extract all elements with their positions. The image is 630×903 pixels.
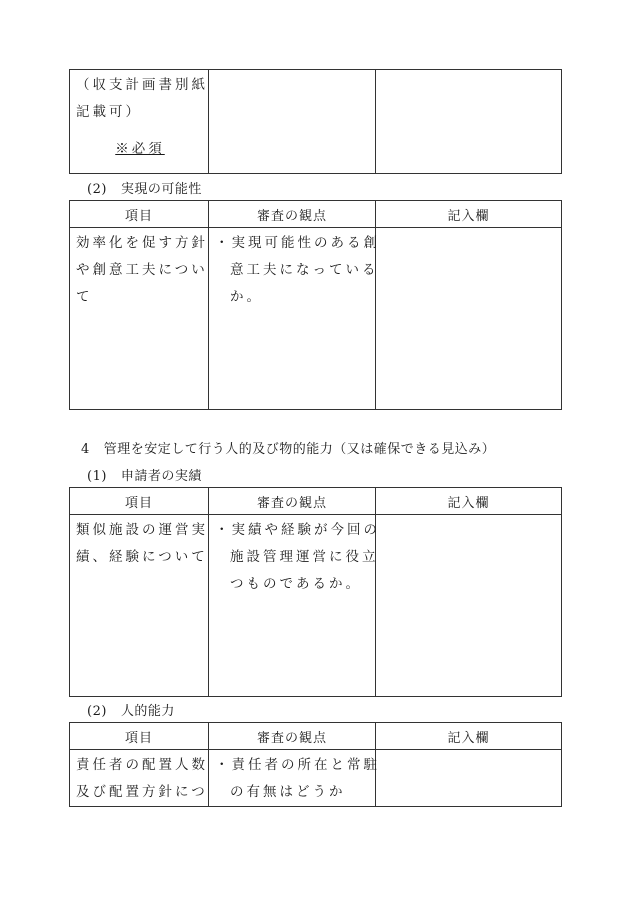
section-heading — [87, 700, 175, 719]
section-number: (1) — [87, 469, 107, 484]
item-line: 効率化を促す方針 — [76, 235, 208, 251]
table-track-record — [69, 487, 562, 697]
item-cell — [70, 515, 209, 697]
section-heading — [87, 465, 202, 484]
item-line: 績、経験について — [76, 549, 208, 565]
section-heading — [81, 438, 495, 457]
entry-cell[interactable] — [376, 515, 562, 697]
viewpoint-cell — [209, 70, 376, 174]
viewpoint-cell — [209, 750, 380, 807]
item-line: （収支計画書別紙 — [76, 77, 208, 93]
column-header-viewpoint: 審査の観点 — [209, 723, 376, 750]
required-note: ※必須 — [115, 141, 165, 157]
section-title: 管理を安定して行う人的及び物的能力（又は確保できる見込み） — [103, 442, 496, 457]
entry-cell[interactable] — [376, 228, 562, 410]
item-line: 記載可） — [76, 104, 142, 120]
column-header-item: 項目 — [70, 723, 209, 750]
viewpoint-line: 意工夫になっている — [230, 262, 379, 278]
item-line: 及び配置方針につ — [76, 784, 208, 800]
column-header-entry: 記入欄 — [376, 201, 562, 228]
item-line: て — [76, 289, 93, 305]
viewpoint-line: の有無はどうか — [230, 784, 346, 800]
entry-cell[interactable] — [376, 750, 562, 807]
column-header-entry: 記入欄 — [376, 488, 562, 515]
column-header-viewpoint: 審査の観点 — [209, 488, 376, 515]
entry-cell[interactable] — [376, 70, 562, 174]
section-title: 申請者の実績 — [120, 469, 202, 484]
section-number: 4 — [81, 442, 90, 457]
table-human-capacity — [69, 722, 562, 807]
section-heading — [87, 178, 202, 197]
column-header-item: 項目 — [70, 201, 209, 228]
viewpoint-cell — [209, 515, 380, 697]
viewpoint-line: つものであるか。 — [230, 576, 362, 592]
viewpoint-line: 施設管理運営に役立 — [230, 549, 379, 565]
viewpoint-line: か。 — [230, 289, 263, 305]
item-line: 責任者の配置人数 — [76, 757, 208, 773]
viewpoint-cell — [209, 228, 380, 410]
item-cell — [70, 228, 209, 410]
section-title: 実現の可能性 — [120, 182, 202, 197]
viewpoint-line: ・実現可能性のある創 — [215, 235, 380, 251]
viewpoint-line: ・実績や経験が今回の — [215, 522, 380, 538]
item-cell — [70, 750, 209, 807]
column-header-entry: 記入欄 — [376, 723, 562, 750]
section-number: (2) — [87, 704, 107, 719]
item-line: 類似施設の運営実 — [76, 522, 208, 538]
section-number: (2) — [87, 182, 107, 197]
item-line: や創意工夫につい — [76, 262, 208, 278]
item-cell — [70, 70, 209, 174]
table-feasibility — [69, 200, 562, 410]
viewpoint-line: ・責任者の所在と常駐 — [215, 757, 380, 773]
section-title: 人的能力 — [120, 704, 175, 719]
table-revenue-plan — [69, 69, 562, 174]
column-header-viewpoint: 審査の観点 — [209, 201, 376, 228]
column-header-item: 項目 — [70, 488, 209, 515]
